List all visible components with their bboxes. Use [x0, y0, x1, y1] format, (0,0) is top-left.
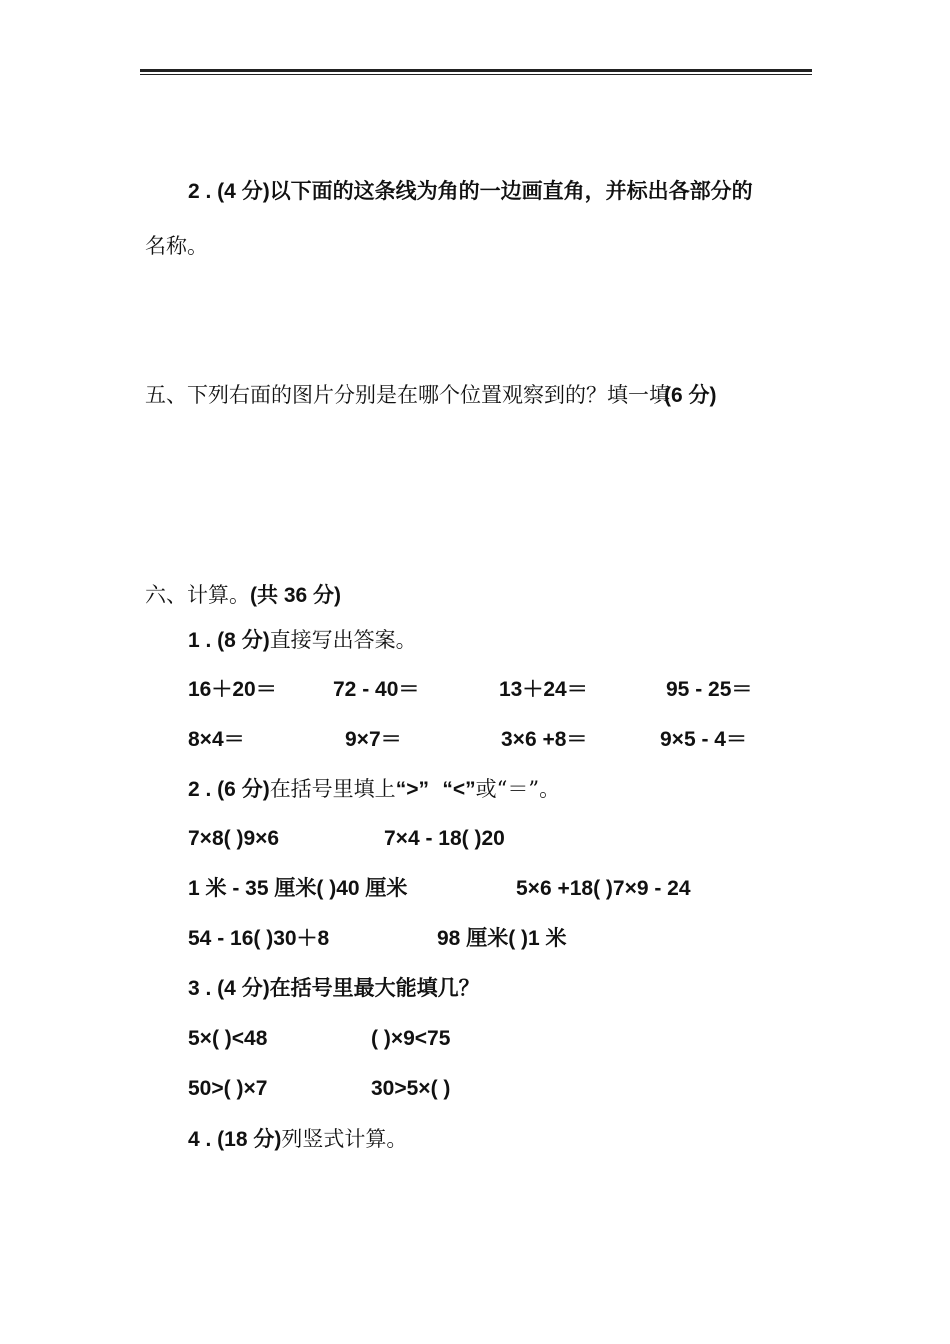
q1-r1-c3: 13＋24＝ [499, 678, 588, 701]
q2-or: 或 [475, 777, 497, 801]
q1-r2-c1: 8×4＝ [188, 728, 245, 751]
q2-quote-lt: “<” [442, 778, 476, 801]
q1-r2-c4: 9×5 - 4＝ [660, 728, 747, 751]
q3-r2-c1: 50>( )×7 [188, 1077, 268, 1100]
q1-r1-c1: 16＋20＝ [188, 678, 277, 701]
header-double-rule [140, 69, 812, 72]
q2-r1-c2: 7×4 - 18( )20 [384, 827, 505, 850]
section-6-title-text: 六、计算。 [145, 583, 250, 607]
q1-prefix: 1 . (8 分) [188, 629, 270, 652]
q1-r2-c2: 9×7＝ [345, 728, 402, 751]
q1-r1-c4: 95 - 25＝ [666, 678, 753, 701]
q1-r2-c3: 3×6 +8＝ [501, 728, 588, 751]
q4-2-line1: 2 . (4 分)以下面的这条线为角的一边画直角，并标出各部分的 [188, 180, 753, 203]
q4-prefix: 4 . (18 分) [188, 1128, 282, 1151]
q2-quote-eq: “＝” [496, 777, 540, 801]
header-double-rule-thin [140, 74, 812, 75]
q1-r1-c2: 72 - 40＝ [333, 678, 420, 701]
q2-prefix: 2 . (6 分) [188, 778, 270, 801]
q2-r3-c1: 54 - 16( )30＋8 [188, 927, 330, 950]
q2-text: 在括号里填上 [269, 777, 396, 801]
q4-text: 列竖式计算。 [281, 1127, 408, 1151]
section-5-title-text: 五、下列右面的图片分别是在哪个位置观察到的？填一填 [145, 383, 670, 407]
q4-2-line2: 名称。 [145, 234, 208, 258]
q3-r1-c1: 5×( )<48 [188, 1027, 268, 1050]
q3-r1-c2: ( )×9<75 [371, 1027, 451, 1050]
q4-heading [188, 1125, 407, 1154]
q2-end: 。 [539, 777, 561, 801]
q3-r2-c2: 30>5×( ) [371, 1077, 451, 1100]
section-6-points: (共 36 分) [250, 584, 342, 607]
q2-r1-c1: 7×8( )9×6 [188, 827, 280, 850]
q2-r3-c2: 98 厘米( )1 米 [437, 927, 567, 950]
section-6-title [145, 581, 341, 610]
section-5-title [145, 381, 717, 410]
q1-text: 直接写出答案。 [269, 628, 417, 652]
q2-r2-c2: 5×6 +18( )7×9 - 24 [516, 877, 691, 900]
q2-heading [188, 775, 560, 804]
section-5-points: (6 分) [664, 384, 717, 407]
q2-quote-gt: “>” [395, 778, 429, 801]
q3-heading: 3 . (4 分)在括号里最大能填几？ [188, 977, 480, 1000]
q1-heading [188, 626, 417, 655]
q2-r2-c1: 1 米 - 35 厘米( )40 厘米 [188, 877, 408, 900]
